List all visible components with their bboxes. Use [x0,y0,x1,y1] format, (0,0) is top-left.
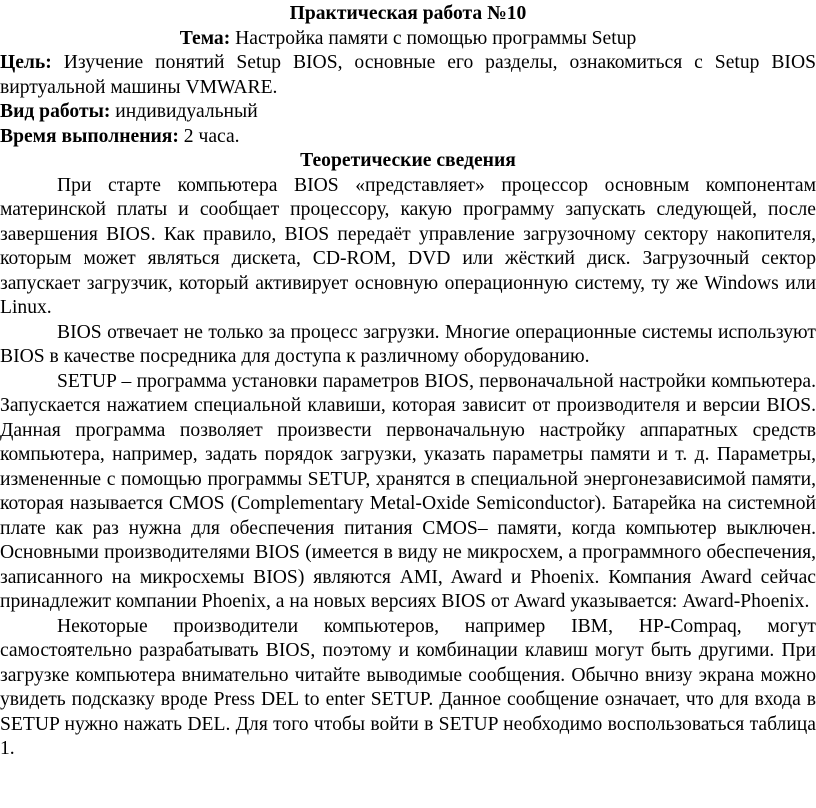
paragraph: SETUP – программа установки параметров BIOS, первоначальной настройки компьютера. Запускается нажатием специальной клавиши, которая зависит от производителя и версии BIOS. Данная программа позволяет произвести первоначальную настройку аппаратных средств компьютера, например, задать порядок загрузки, указать параметры памяти и т. д. Параметры, измененные с помощью программы SETUP, хранятся в специальной энергонезависимой памяти, которая называется CMOS (Complementary Metal-Oxide Semiconductor). Батарейка на системной плате как раз нужна для обеспечения питания CMOS– памяти, когда компьютер выключен. Основными производителями BIOS (имеется в виду не микросхем, а программного обеспечения, записанного на микросхемы BIOS) являются AMI, Award и Phoenix. Компания Award сейчас принадлежит компании Phoenix, а на новых версиях BIOS от Award указывается: Award-Phoenix. [0,370,816,612]
paragraph: При старте компьютера BIOS «представляет» процессор основным компонентам материнской платы и сообщает процессору, какую программу запускать следующей, после завершения BIOS. Как правило, BIOS передаёт управление загрузочному сектору накопителя, которым может являться дискета, CD-ROM, DVD или жёсткий диск. Загрузочный сектор запускает загрузчик, который активирует основную операционную систему, ту же Windows или Linux. [0,174,816,318]
goal-text: Изучение понятий Setup BIOS, основные его разделы, ознакомиться с Setup BIOS виртуальной машины VMWARE. [0,52,816,98]
duration-label: Время выполнения: [0,125,179,147]
topic-label: Тема: [179,27,231,49]
section-heading: Теоретические сведения [300,150,516,171]
paragraph: BIOS отвечает не только за процесс загрузки. Многие операционные системы используют BIOS в качестве посредника для доступа к различному оборудованию. [0,321,816,367]
work-type-line [0,100,816,125]
work-type-label: Вид работы: [0,101,111,122]
goal-label: Цель: [0,52,52,73]
duration-line [0,125,816,150]
page-title: Практическая работа №10 [289,3,527,24]
work-type-text: индивидуальный [110,101,258,122]
topic-line [0,27,816,52]
paragraph: Некоторые производители компьютеров, например IBM, HP-Compaq, могут самостоятельно разрабатывать BIOS, поэтому и комбинации клавиш могут быть другими. При загрузке компьютера внимательно читайте выводимые сообщения. Обычно внизу экрана можно увидеть подсказку вроде Press DEL to enter SETUP. Данное сообщение означает, что для входа в SETUP нужно нажать DEL. Для того чтобы войти в SETUP необходимо воспользоваться таблица 1. [0,615,816,759]
duration-text: 2 часа. [178,125,240,147]
goal-line [0,51,816,100]
topic-text: Настройка памяти с помощью программы Setup [230,27,637,49]
